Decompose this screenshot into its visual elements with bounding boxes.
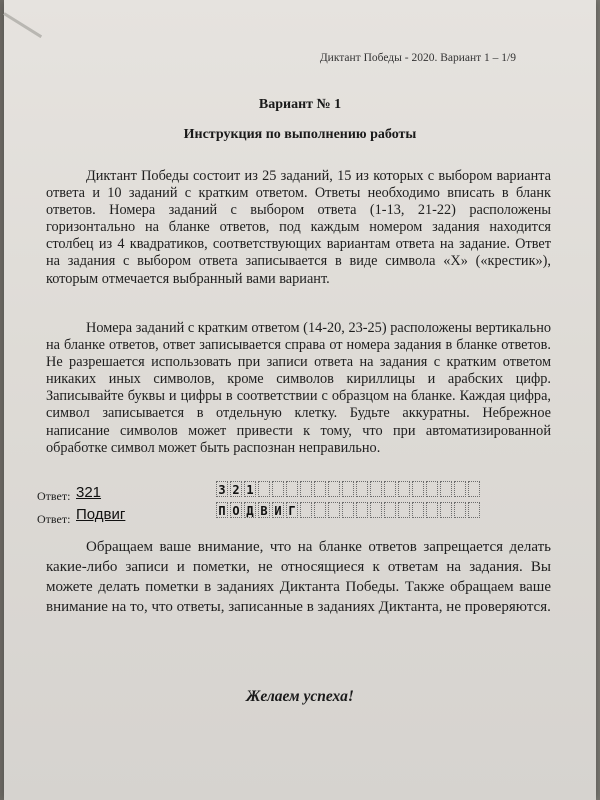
answer-cell (356, 502, 368, 518)
running-head: Диктант Победы - 2020. Вариант 1 – 1/9 (319, 52, 516, 64)
answer-cell (454, 481, 466, 497)
answer-cell (454, 502, 466, 518)
answer-cell (272, 481, 284, 497)
example-answer-1: 321 (76, 484, 102, 501)
answer-cell (342, 481, 354, 497)
answer-cell (398, 481, 410, 497)
answer-cell (426, 502, 438, 518)
paragraph-1: Диктант Победы состоит из 25 заданий, 15 из которых с выбором варианта ответа и 10 заданий с кратким ответом. Ответы необходимо вписать в бланк ответов. Номера заданий с выбором ответа (1-13, 21-22) расположены горизонтально на бланке ответов, под каждым номером задания находится столбец из 4 квадратиков, соответствующих вариантам ответа на задание. Ответ на задания с выбором ответа записывается в виде символа «Х» («крестик»), которым отмечается выбранный вами вариант. (46, 168, 551, 287)
paragraph-2: Номера заданий с кратким ответом (14-20, 23-25) расположены вертикально на бланке ответов, ответ записывается справа от номера задания в бланке ответов. Не разрешается использовать при записи ответа на задания с кратким ответом никаких иных символов, кроме символов кириллицы и арабских цифр. Записывайте буквы и цифры в соответствии с образцом на бланке. Каждая цифра, символ записывается в отдельную клетку. Будьте аккуратны. Небрежное написание символов может привести к тому, что при автоматизированной обработке символ может быть распознан неправильно. (46, 320, 551, 456)
paragraph-3: Обращаем ваше внимание, что на бланке ответов запрещается делать какие-либо записи и пометки, не относящиеся к ответам на задания. Вы можете делать пометки в заданиях Диктанта Победы. Также обращаем ваше внимание на то, что ответы, записанные в заданиях Диктанта, не проверяются. (46, 539, 551, 615)
answer-cell: 1 (244, 481, 256, 497)
answer-cell (370, 502, 382, 518)
answer-cell (412, 481, 424, 497)
answer-cell (384, 502, 396, 518)
answer-cell (328, 481, 340, 497)
instruction-title: Инструкция по выполнению работы (183, 127, 417, 142)
answer-cell (314, 502, 326, 518)
answer-cell (468, 481, 480, 497)
answer-cell (468, 502, 480, 518)
answer-cell (328, 502, 340, 518)
answer-cell (356, 481, 368, 497)
answer-cell: Д (244, 502, 256, 518)
answer-cell (398, 502, 410, 518)
staple-mark (3, 12, 42, 38)
answer-cell (412, 502, 424, 518)
document-page (4, 0, 596, 800)
answer-cell (370, 481, 382, 497)
answer-cell: Г (286, 502, 298, 518)
example-answer-2: Подвиг (76, 506, 126, 523)
variant-title: Вариант № 1 (258, 97, 342, 112)
answer-cell (286, 481, 298, 497)
answer-cell (300, 502, 312, 518)
answer-cell (258, 481, 270, 497)
example-label-2: Ответ: (37, 512, 71, 526)
wish-text: Желаем успеха! (246, 688, 354, 705)
answer-cell: О (230, 502, 242, 518)
answer-cell: В (258, 502, 270, 518)
answer-cell (342, 502, 354, 518)
answer-cell (300, 481, 312, 497)
answer-cell (426, 481, 438, 497)
answer-cell (384, 481, 396, 497)
answer-cell: И (272, 502, 284, 518)
answer-grid-1 (216, 481, 480, 497)
answer-grid-2 (216, 502, 480, 518)
answer-cell (314, 481, 326, 497)
answer-cell: П (216, 502, 228, 518)
answer-cell: 3 (216, 481, 228, 497)
answer-cell: 2 (230, 481, 242, 497)
answer-cell (440, 481, 452, 497)
answer-cell (440, 502, 452, 518)
example-label-1: Ответ: (37, 489, 71, 503)
